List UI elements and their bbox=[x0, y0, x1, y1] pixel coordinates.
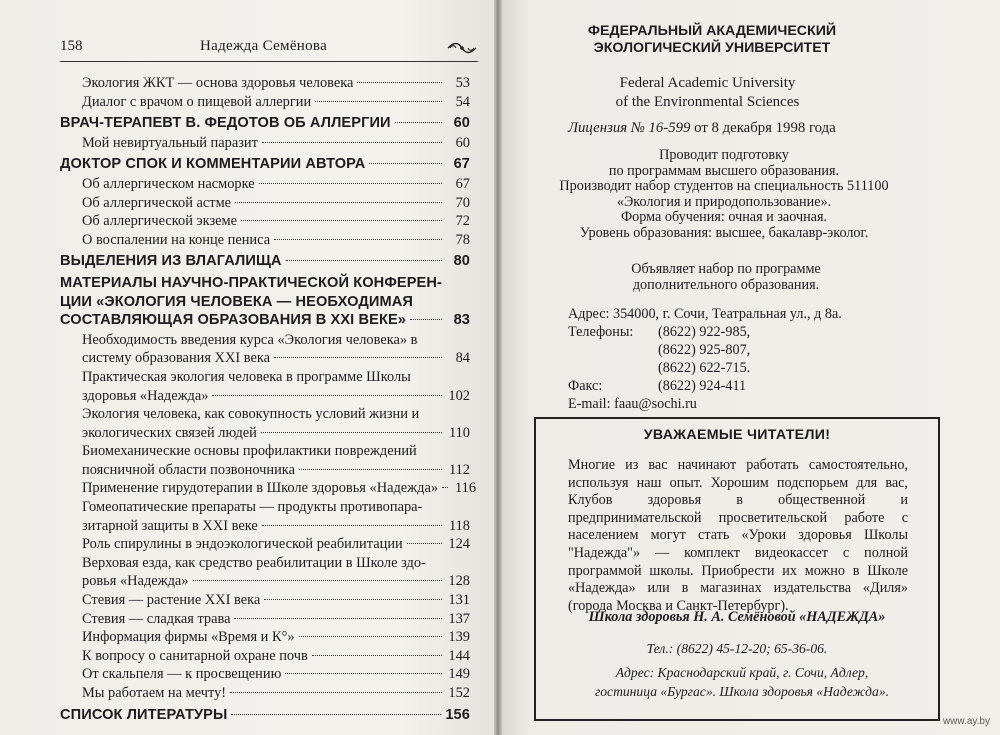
toc-title: Об аллергической экземе bbox=[82, 213, 238, 230]
toc-page-number: 67 bbox=[453, 156, 470, 173]
toc-title: ДОКТОР СПОК И КОММЕНТАРИИ АВТОРА bbox=[60, 156, 366, 173]
license-line bbox=[568, 120, 836, 137]
book-spine bbox=[494, 0, 502, 735]
toc-entry bbox=[60, 74, 470, 93]
info-line: Уровень образования: высшее, бакалавр-эколог. bbox=[579, 224, 869, 241]
toc-title-line: ЦИИ «ЭКОЛОГИЯ ЧЕЛОВЕКА — НЕОБХОДИМАЯ bbox=[60, 293, 413, 310]
toc-entry bbox=[60, 368, 470, 405]
toc-page-number: 149 bbox=[448, 666, 470, 683]
toc-page-number: 110 bbox=[448, 424, 470, 441]
toc-title: систему образования XXI века bbox=[82, 350, 270, 367]
toc-page-number: 60 bbox=[453, 115, 470, 132]
toc-page-number: 118 bbox=[448, 517, 470, 534]
english-name-line: Federal Academic University bbox=[619, 75, 796, 91]
toc-title: Применение гирудотерапии в Школе здоровья «Надежда» bbox=[82, 480, 439, 497]
toc-section-heading bbox=[60, 114, 470, 133]
university-english-name bbox=[600, 74, 815, 112]
notice-body: Многие из вас начинают работать самостоятельно, используя наш опыт. Хорошим подспорьем для вас, Клубов здоровья в общественной и предпринимательской просветительской работе с населением могут стать «Уроки здоровья Школы "Надежда"» — комплект видеокассет с полной программой школы. Приобрести их можно в Школе «Надежда» или в магазинах издательства «Диля» (города Москва и Санкт-Петербург). bbox=[568, 457, 908, 614]
toc-page-number: 67 bbox=[455, 175, 470, 192]
toc-title: ВРАЧ-ТЕРАПЕВТ В. ФЕДОТОВ ОБ АЛЛЕРГИИ bbox=[60, 115, 391, 132]
header-rule bbox=[60, 61, 478, 62]
toc-title-line: Верховая езда, как средство реабилитации в Школе здо- bbox=[82, 554, 426, 571]
toc-page-number: 78 bbox=[455, 231, 470, 248]
toc-entry bbox=[60, 665, 470, 684]
toc-page-number: 70 bbox=[455, 194, 470, 211]
toc-page-number: 144 bbox=[448, 647, 470, 664]
english-name-line: of the Environmental Sciences bbox=[615, 94, 800, 110]
toc-leader-dots bbox=[235, 202, 442, 203]
toc-entry bbox=[60, 175, 470, 194]
toc-title: Мой невиртуальный паразит bbox=[82, 134, 258, 151]
table-of-contents bbox=[60, 74, 477, 725]
toc-entry bbox=[60, 212, 470, 231]
toc-page-number: 131 bbox=[448, 592, 470, 609]
toc-title: К вопросу о санитарной охране почв bbox=[82, 647, 308, 664]
toc-leader-dots bbox=[234, 618, 442, 619]
toc-leader-dots bbox=[259, 183, 442, 184]
toc-entry bbox=[60, 231, 470, 250]
toc-title: СПИСОК ЛИТЕРАТУРЫ bbox=[60, 706, 228, 723]
toc-entry bbox=[60, 442, 470, 479]
notice-signature: Школа здоровья Н. А. Семёновой «НАДЕЖДА» bbox=[588, 609, 886, 625]
phone: (8622) 622-715. bbox=[658, 360, 751, 376]
toc-title-line: Необходимость введения курса «Экология человека» в bbox=[82, 331, 418, 348]
toc-entry bbox=[60, 93, 470, 112]
license-date: от 8 декабря 1998 года bbox=[694, 120, 836, 136]
toc-title: Об аллергической астме bbox=[82, 194, 232, 211]
running-head-author: Надежда Семёнова bbox=[200, 38, 328, 54]
info-line: Проводит подготовку bbox=[659, 147, 789, 163]
info-line: Производит набор студентов на специальность 511100 bbox=[559, 178, 889, 195]
info-line: Форма обучения: очная и заочная. bbox=[620, 209, 828, 226]
toc-entry bbox=[60, 628, 470, 647]
toc-entry bbox=[60, 405, 470, 442]
readers-notice-box bbox=[534, 417, 940, 721]
toc-title-line: Экология человека, как совокупность условий жизни и bbox=[82, 406, 420, 423]
toc-leader-dots bbox=[299, 469, 442, 470]
toc-title-line: Гомеопатические препараты — продукты противопара- bbox=[82, 499, 423, 516]
toc-title-line: МАТЕРИАЛЫ НАУЧНО-ПРАКТИЧЕСКОЙ КОНФЕРЕН- bbox=[60, 274, 442, 291]
toc-entry bbox=[60, 134, 470, 153]
toc-page-number: 124 bbox=[448, 536, 470, 553]
phone: (8622) 922-985, bbox=[658, 324, 751, 340]
toc-leader-dots bbox=[395, 122, 442, 123]
university-title-line: ЭКОЛОГИЧЕСКИЙ УНИВЕРСИТЕТ bbox=[593, 40, 831, 56]
toc-title-line: Биомеханические основы профилактики повреждений bbox=[82, 443, 417, 460]
toc-title: Информация фирмы «Время и К°» bbox=[82, 629, 295, 646]
toc-page-number: 152 bbox=[448, 685, 470, 701]
toc-leader-dots bbox=[241, 220, 442, 221]
notice-address-line: гостиница «Бургас». Школа здоровья «Надежда». bbox=[594, 684, 890, 699]
toc-leader-dots bbox=[274, 239, 442, 240]
toc-leader-dots bbox=[407, 543, 442, 544]
toc-entry bbox=[60, 554, 470, 591]
fax-label: Факс: bbox=[568, 378, 603, 394]
notice-address bbox=[592, 663, 892, 701]
toc-title: О воспалении на конце пениса bbox=[82, 231, 271, 248]
toc-page-number: 128 bbox=[448, 573, 470, 590]
toc-section-heading bbox=[60, 706, 470, 725]
notice-address-line: Адрес: Краснодарский край, г. Сочи, Адлер, bbox=[615, 665, 869, 680]
toc-leader-dots bbox=[264, 599, 442, 600]
notice-title: УВАЖАЕМЫЕ ЧИТАТЕЛИ! bbox=[643, 427, 831, 443]
toc-leader-dots bbox=[285, 673, 442, 674]
toc-page-number: 54 bbox=[455, 93, 470, 110]
toc-leader-dots bbox=[357, 82, 442, 83]
toc-title: здоровья «Надежда» bbox=[82, 387, 209, 404]
announce-line: дополнительного образования. bbox=[632, 276, 820, 293]
toc-page-number: 156 bbox=[445, 706, 470, 723]
toc-leader-dots bbox=[262, 525, 442, 526]
email: E-mail: faau@sochi.ru bbox=[568, 396, 697, 412]
toc-entry bbox=[60, 684, 470, 703]
toc-leader-dots bbox=[231, 714, 441, 715]
enrollment-announcement bbox=[596, 262, 856, 293]
university-title bbox=[582, 23, 842, 57]
toc-leader-dots bbox=[212, 395, 442, 396]
toc-leader-dots bbox=[410, 319, 442, 320]
toc-title: Стевия — растение XXI века bbox=[82, 592, 261, 609]
page-number: 158 bbox=[60, 38, 83, 54]
toc-entry bbox=[60, 610, 470, 629]
toc-entry bbox=[60, 331, 470, 368]
toc-page-number: 116 bbox=[454, 480, 477, 497]
toc-title: экологических связей людей bbox=[82, 424, 257, 441]
toc-title: От скальпеля — к просвещению bbox=[82, 666, 282, 683]
watermark: www.ay.by bbox=[942, 716, 990, 727]
announce-line: Объявляет набор по программе bbox=[631, 261, 821, 277]
toc-entry bbox=[60, 479, 477, 498]
toc-title: Экология ЖКТ — основа здоровья человека bbox=[82, 75, 354, 91]
toc-leader-dots bbox=[261, 432, 442, 433]
toc-leader-dots bbox=[369, 163, 442, 164]
toc-title: СОСТАВЛЯЮЩАЯ ОБРАЗОВАНИЯ В XXI ВЕКЕ» bbox=[60, 312, 407, 329]
license-number: Лицензия № 16-599 bbox=[568, 120, 691, 136]
info-line: «Экология и природопользование». bbox=[616, 193, 832, 210]
toc-page-number: 80 bbox=[453, 253, 470, 270]
toc-page-number: 137 bbox=[448, 610, 470, 627]
toc-title: Стевия — сладкая трава bbox=[82, 610, 231, 627]
toc-page-number: 112 bbox=[448, 461, 470, 478]
toc-page-number: 139 bbox=[448, 629, 470, 646]
toc-leader-dots bbox=[274, 357, 442, 358]
toc-page-number: 84 bbox=[455, 350, 470, 367]
page-header bbox=[60, 38, 478, 60]
toc-leader-dots bbox=[299, 636, 442, 637]
ornament-icon bbox=[446, 41, 478, 55]
toc-page-number: 102 bbox=[448, 387, 470, 404]
toc-title: зитарной защиты в XXI веке bbox=[82, 517, 258, 534]
toc-title: Мы работаем на мечту! bbox=[82, 685, 227, 701]
toc-entry bbox=[60, 194, 470, 213]
toc-title: Об аллергическом насморке bbox=[82, 175, 255, 192]
toc-title: ровья «Надежда» bbox=[82, 573, 189, 590]
toc-page-number: 72 bbox=[455, 213, 470, 230]
toc-title: Диалог с врачом о пищевой аллергии bbox=[82, 93, 312, 110]
toc-entry bbox=[60, 591, 470, 610]
toc-leader-dots bbox=[315, 101, 442, 102]
fax: (8622) 924-411 bbox=[658, 378, 747, 394]
toc-entry bbox=[60, 498, 470, 535]
toc-leader-dots bbox=[286, 260, 442, 261]
university-info bbox=[556, 148, 892, 242]
phones-label: Телефоны: bbox=[568, 324, 634, 340]
phone: (8622) 925-807, bbox=[658, 342, 751, 358]
toc-section-heading bbox=[60, 274, 470, 330]
toc-title-line: Практическая экология человека в программе Школы bbox=[82, 368, 411, 385]
toc-page-number: 53 bbox=[455, 75, 470, 91]
toc-leader-dots bbox=[312, 655, 442, 656]
toc-title: поясничной области позвоночника bbox=[82, 461, 295, 478]
toc-leader-dots bbox=[193, 580, 443, 581]
university-title-line: ФЕДЕРАЛЬНЫЙ АКАДЕМИЧЕСКИЙ bbox=[587, 23, 837, 39]
toc-leader-dots bbox=[262, 142, 442, 143]
toc-entry bbox=[60, 535, 470, 554]
toc-section-heading bbox=[60, 252, 470, 271]
info-line: по программам высшего образования. bbox=[608, 162, 840, 179]
toc-title: ВЫДЕЛЕНИЯ ИЗ ВЛАГАЛИЩА bbox=[60, 253, 282, 270]
address: Адрес: 354000, г. Сочи, Театральная ул., д 8а. bbox=[568, 306, 842, 322]
toc-section-heading bbox=[60, 155, 470, 174]
toc-leader-dots bbox=[230, 692, 442, 693]
toc-entry bbox=[60, 647, 470, 666]
notice-phones: Тел.: (8622) 45-12-20; 65-36-06. bbox=[646, 641, 828, 656]
toc-page-number: 83 bbox=[453, 312, 470, 329]
toc-title: Роль спирулины в эндоэкологической реабилитации bbox=[82, 536, 403, 553]
toc-leader-dots bbox=[442, 487, 448, 488]
toc-page-number: 60 bbox=[455, 134, 470, 151]
